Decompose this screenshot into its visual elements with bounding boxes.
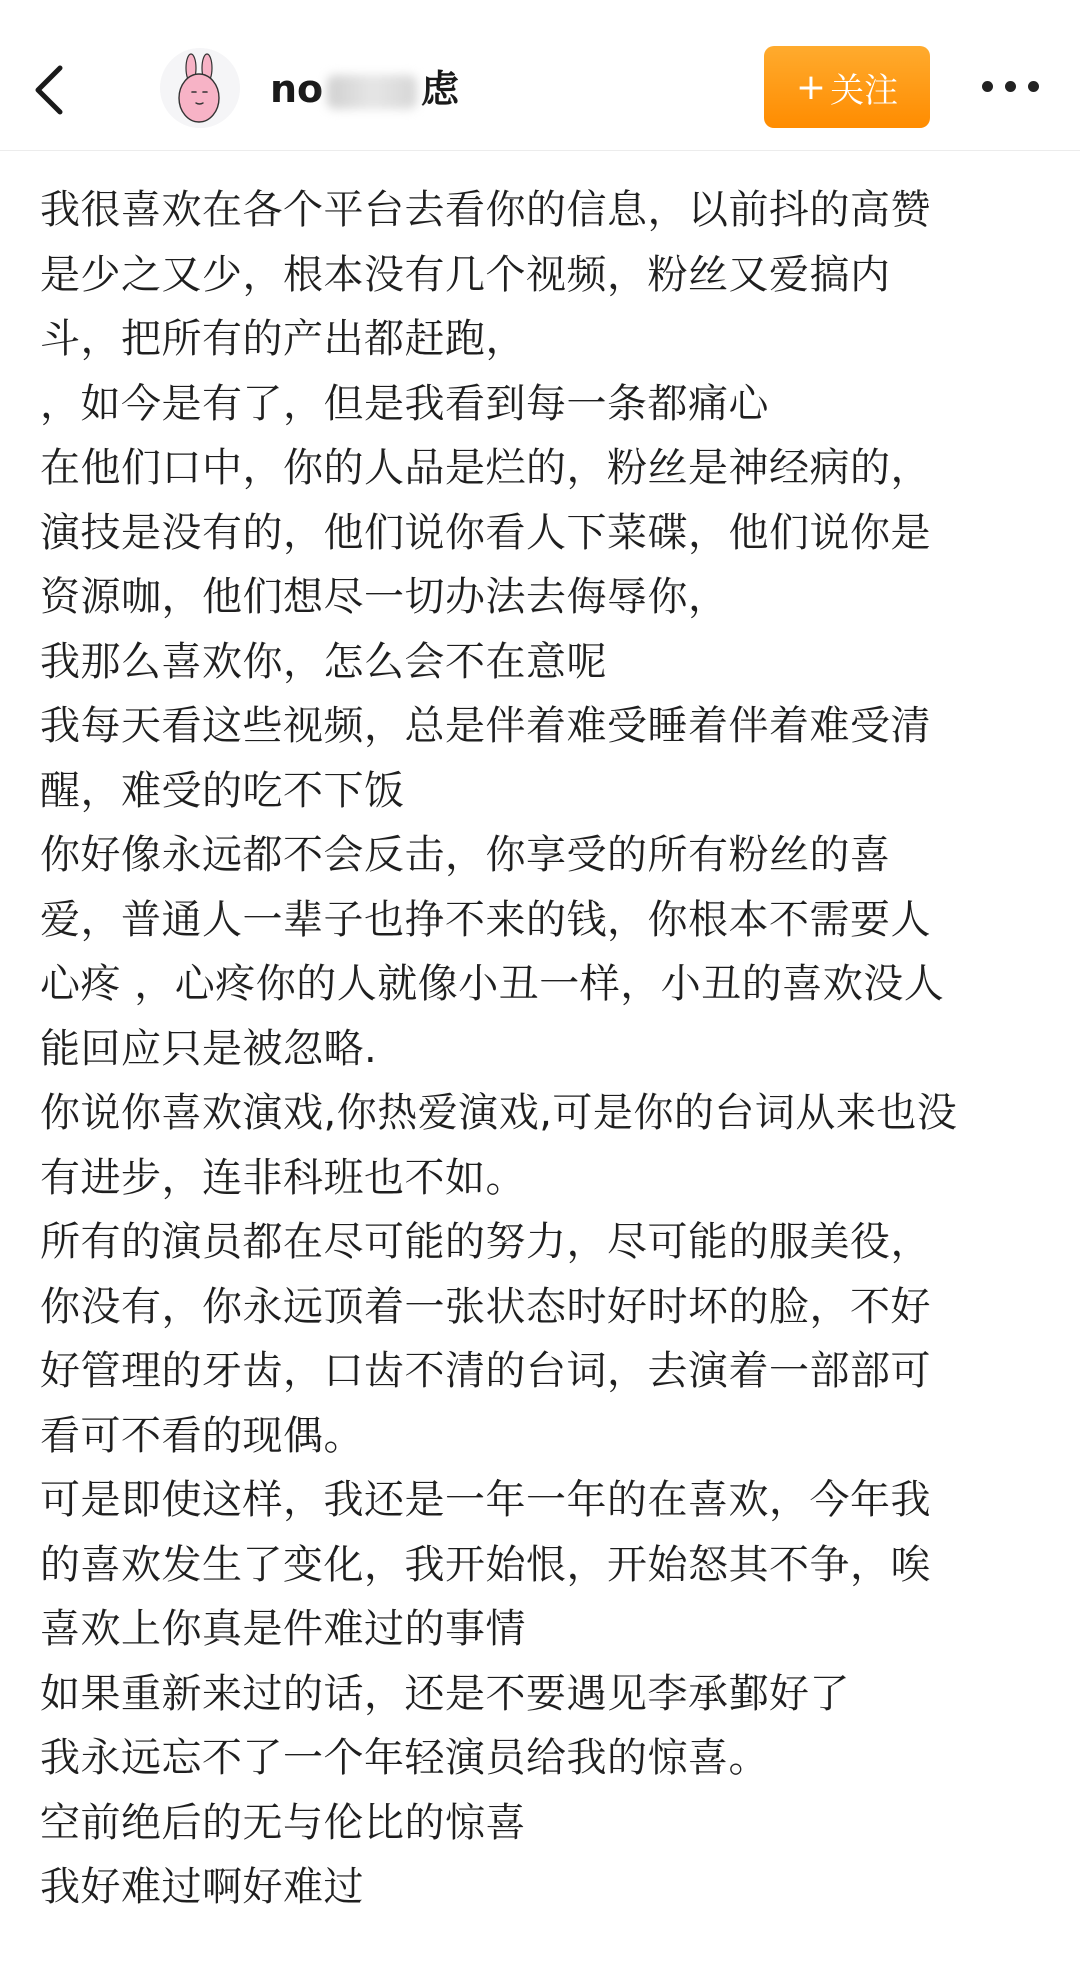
post-line: 我每天看这些视频，总是伴着难受睡着伴着难受清 bbox=[40, 703, 931, 749]
post-line: 演技是没有的，他们说你看人下菜碟，他们说你是 bbox=[40, 509, 931, 556]
follow-label: 关注 bbox=[830, 70, 899, 111]
chevron-left-icon bbox=[30, 62, 70, 118]
post-line: 喜欢上你真是件难过的事情 bbox=[40, 1606, 526, 1652]
post-body bbox=[40, 178, 1050, 1920]
post-line: 你好像永远都不会反击，你享受的所有粉丝的喜 bbox=[40, 832, 891, 878]
pink-bunny-avatar-icon bbox=[160, 48, 240, 128]
avatar[interactable] bbox=[160, 48, 240, 128]
more-options-button[interactable] bbox=[970, 66, 1050, 106]
more-dot bbox=[1028, 81, 1039, 92]
post-line: 斗，把所有的产出都赶跑， bbox=[40, 316, 526, 362]
post-line: 你说你喜欢演戏,你热爱演戏,可是你的台词从来也没 bbox=[40, 1090, 958, 1136]
post-line: 的喜欢发生了变化，我开始恨，开始怒其不争，唉 bbox=[40, 1541, 931, 1588]
post-line: 我那么喜欢你，怎么会不在意呢 bbox=[40, 638, 607, 685]
post-line: 空前绝后的无与伦比的惊喜 bbox=[40, 1799, 526, 1846]
post-line: 能回应只是被忽略. bbox=[40, 1025, 378, 1072]
username-prefix: no bbox=[270, 67, 324, 111]
post-line: 醒，难受的吃不下饭 bbox=[40, 767, 405, 814]
post-line: 可是即使这样，我还是一年一年的在喜欢，今年我 bbox=[40, 1477, 931, 1523]
username-suffix: 虑 bbox=[421, 67, 460, 111]
post-line: 我好难过啊好难过 bbox=[40, 1864, 364, 1910]
post-line: 我很喜欢在各个平台去看你的信息，以前抖的高赞 bbox=[40, 187, 931, 233]
more-dot bbox=[982, 81, 993, 92]
username[interactable] bbox=[270, 64, 459, 114]
post-line: 我永远忘不了一个年轻演员给我的惊喜。 bbox=[40, 1735, 769, 1781]
post-line: 所有的演员都在尽可能的努力，尽可能的服美役， bbox=[40, 1219, 931, 1265]
post-line: 如果重新来过的话，还是不要遇见李承鄞好了 bbox=[40, 1670, 850, 1717]
post-line: 在他们口中，你的人品是烂的，粉丝是神经病的， bbox=[40, 445, 931, 491]
plus-icon: + bbox=[795, 66, 827, 108]
top-nav-bar bbox=[0, 0, 1080, 151]
post-line: 你没有，你永远顶着一张状态时好时坏的脸，不好 bbox=[40, 1283, 931, 1330]
post-line: 有进步，连非科班也不如。 bbox=[40, 1154, 526, 1201]
post-line: 是少之又少，根本没有几个视频，粉丝又爱搞内 bbox=[40, 251, 891, 298]
post-line: 好管理的牙齿，口齿不清的台词，去演着一部部可 bbox=[40, 1348, 931, 1394]
post-line: 看可不看的现偶。 bbox=[40, 1412, 364, 1459]
more-dot bbox=[1005, 81, 1016, 92]
back-button[interactable] bbox=[20, 50, 80, 130]
post-line: 心疼 ，心疼你的人就像小丑一样，小丑的喜欢没人 bbox=[40, 961, 945, 1007]
post-line: 资源咖，他们想尽一切办法去侮辱你， bbox=[40, 574, 729, 620]
post-line: 爱，普通人一辈子也挣不来的钱，你根本不需要人 bbox=[40, 896, 931, 943]
follow-button[interactable] bbox=[764, 46, 930, 128]
blurred-username-segment bbox=[327, 75, 417, 109]
post-line: ，如今是有了，但是我看到每一条都痛心 bbox=[40, 380, 769, 427]
